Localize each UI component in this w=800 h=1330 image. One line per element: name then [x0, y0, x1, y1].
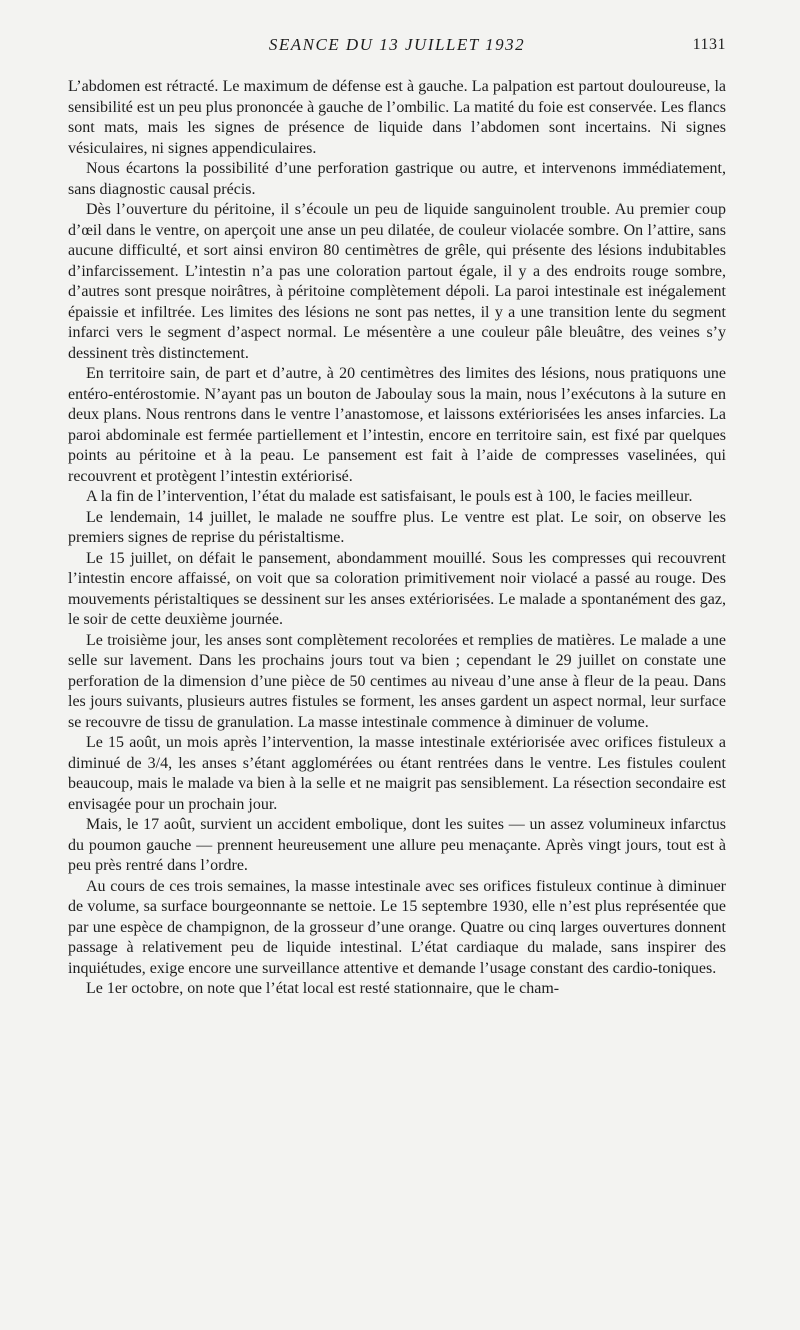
running-head	[68, 34, 726, 60]
article-body	[68, 77, 726, 1000]
paragraph-third-day: Le troisième jour, les anses sont complètement recolorées et remplies de matières. Le malade a une selle sur lavement. Dans les prochains jours tout va bien ; cependant le 29 juillet on constate une perforation de la dimension d’une pièce de 50 centimes au niveau d’une anse à fleur de la peau. Dans les jours suivants, plusieurs autres fistules se forment, les anses gardent un aspect normal, leur surface se recouvre de tissu de granulation. La masse intestinale commence à diminuer de volume.	[68, 631, 726, 731]
paragraph-operative-findings: Dès l’ouverture du péritoine, il s’écoule un peu de liquide sanguinolent trouble. Au premier coup d’œil dans le ventre, on aperçoit une anse un peu dilatée, de couleur violacée sombre. On l’attire, sans aucune difficulté, et sort ainsi environ 80 centimètres de grêle, qui présente des lésions indubitables d’infarcissement. L’intestin n’a pas une coloration partout égale, il y a des endroits rouge sombre, d’autres sont presque noirâtres, à péritoine complètement dépoli. La paroi intestinale est inégalement épaissie et infiltrée. Les limites des lésions ne sont pas nettes, il y a une transition lente du segment infarci vers le segment d’aspect normal. Le mésentère a une couleur pâle bleuâtre, des veines s’y dessinent très distinctement.	[68, 201, 726, 362]
paragraph-intervention-decision: Nous écartons la possibilité d’une perforation gastrique ou autre, et intervenons immédiatement, sans diagnostic causal précis.	[68, 160, 726, 198]
paragraph-day-after: Le lendemain, 14 juillet, le malade ne souffre plus. Le ventre est plat. Le soir, on observe les premiers signes de reprise du péristaltisme.	[68, 508, 726, 546]
paragraph-anastomosis: En territoire sain, de part et d’autre, à 20 centimètres des limites des lésions, nous pratiquons une entéro-entérostomie. N’ayant pas un bouton de Jaboulay sous la main, nous l’exécutons à la suture en deux plans. Nous rentrons dans le ventre l’anastomose, et laissons extériorisées les anses infarcies. La paroi abdominale est fermée partiellement et l’intestin, encore en territoire sain, est fixé par quelques points au péritoine et à la peau. Le pansement est fait à l’aide de compresses vaselinées, qui recouvrent et protègent l’intestin extériorisé.	[68, 365, 726, 485]
paragraph-three-weeks: Au cours de ces trois semaines, la masse intestinale avec ses orifices fistuleux continue à diminuer de volume, sa surface bourgeonnante se nettoie. Le 15 septembre 1930, elle n’est plus représentée que par une espèce de champignon, de la grosseur d’une orange. Quatre ou cinq larges ouvertures donnent passage à relativement peu de liquide intestinal. L’état cardiaque du malade, sans inspirer des inquiétudes, exige encore une surveillance attentive et demande l’usage constant des cardio-toniques.	[68, 877, 726, 977]
paragraph-abdomen: L’abdomen est rétracté. Le maximum de défense est à gauche. La palpation est partout douloureuse, la sensibilité est un peu plus prononcée à gauche de l’ombilic. La matité du foie est conservée. Les flancs sont mats, mais les signes de présence de liquide dans l’abdomen sont incertains. Ni signes vésiculaires, ni signes appendiculaires.	[68, 78, 726, 157]
paragraph-october-first: Le 1er octobre, on note que l’état local est resté stationnaire, que le cham-	[86, 980, 560, 997]
paragraph-july-15: Le 15 juillet, on défait le pansement, abondamment mouillé. Sous les compresses qui recouvrent l’intestin encore affaissé, on voit que sa coloration primitivement noir violacé a passé au rouge. Des mouvements péristaltiques se dessinent sur les anses extériorisées. Le malade a spontanément des gaz, le soir de cette deuxième journée.	[68, 549, 726, 628]
page-number: 1131	[692, 36, 726, 53]
page-header-title: SEANCE DU 13 JUILLET 1932	[268, 35, 526, 54]
paragraph-embolic-accident: Mais, le 17 août, survient un accident embolique, dont les suites — un assez volumineux infarctus du poumon gauche — prennent heureusement une allure peu menaçante. Après vingt jours, tout est à peu près rentré dans l’ordre.	[68, 816, 726, 874]
paragraph-postoperative-state: A la fin de l’intervention, l’état du malade est satisfaisant, le pouls est à 100, le facies meilleur.	[86, 488, 693, 505]
paragraph-august-15: Le 15 août, un mois après l’intervention, la masse intestinale extériorisée avec orifices fistuleux a diminué de 3/4, les anses s’étant agglomérées ou étant rentrées dans le ventre. Les fistules coulent beaucoup, mais le malade va bien à la selle et ne maigrit pas sensiblement. La résection secondaire est envisagée pour un prochain jour.	[68, 734, 726, 813]
